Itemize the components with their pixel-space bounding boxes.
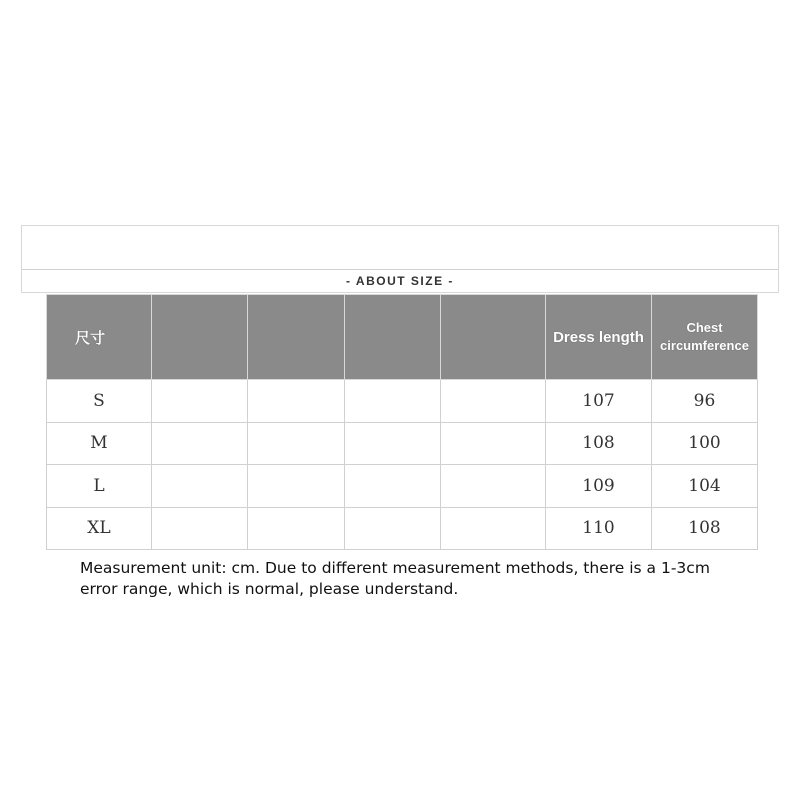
table-row <box>47 465 758 508</box>
cell-empty <box>152 422 248 465</box>
cell-empty <box>152 380 248 423</box>
cell-empty <box>441 422 546 465</box>
cell-empty <box>152 507 248 550</box>
cell-empty <box>248 465 345 508</box>
cell-chest: 104 <box>652 465 758 508</box>
cell-empty <box>248 380 345 423</box>
cell-dress-length: 109 <box>546 465 652 508</box>
banner-blank-area <box>22 226 778 270</box>
about-size-banner <box>21 225 779 293</box>
header-empty <box>152 295 248 380</box>
cell-empty <box>152 465 248 508</box>
header-chest-circumference: Chest circumference <box>652 295 758 380</box>
size-chart-table <box>46 294 758 550</box>
cell-empty <box>441 465 546 508</box>
table-row <box>47 380 758 423</box>
cell-dress-length: 108 <box>546 422 652 465</box>
cell-chest: 100 <box>652 422 758 465</box>
cell-empty <box>345 465 441 508</box>
cell-empty <box>345 380 441 423</box>
cell-empty <box>441 380 546 423</box>
cell-empty <box>345 422 441 465</box>
header-empty <box>441 295 546 380</box>
header-dress-length: Dress length <box>546 295 652 380</box>
cell-empty <box>248 422 345 465</box>
table-row <box>47 422 758 465</box>
header-empty <box>248 295 345 380</box>
cell-dress-length: 110 <box>546 507 652 550</box>
measurement-note: Measurement unit: cm. Due to different measurement methods, there is a 1-3cm error range, which is normal, please understand. <box>80 559 710 598</box>
cell-empty <box>441 507 546 550</box>
cell-size: M <box>47 422 152 465</box>
cell-dress-length: 107 <box>546 380 652 423</box>
cell-empty <box>345 507 441 550</box>
cell-size: L <box>47 465 152 508</box>
header-empty <box>345 295 441 380</box>
cell-chest: 108 <box>652 507 758 550</box>
header-size: 尺寸 <box>47 295 152 380</box>
about-size-title: - ABOUT SIZE - <box>346 274 454 288</box>
cell-size: S <box>47 380 152 423</box>
table-header-row <box>47 295 758 380</box>
cell-size: XL <box>47 507 152 550</box>
cell-chest: 96 <box>652 380 758 423</box>
cell-empty <box>248 507 345 550</box>
table-row <box>47 507 758 550</box>
